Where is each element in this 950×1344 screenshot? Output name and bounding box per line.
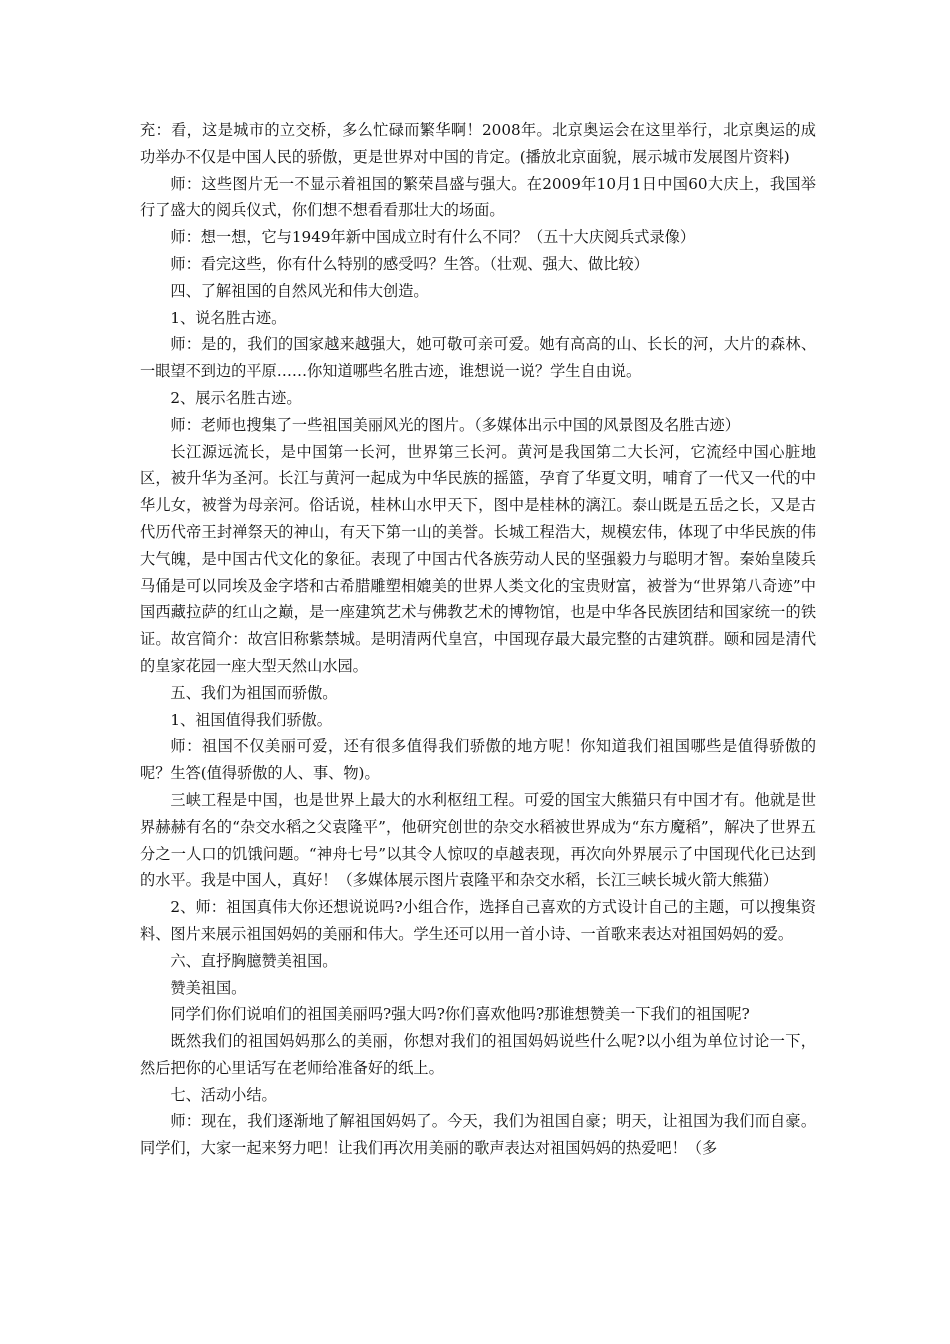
paragraph: 师：是的，我们的国家越来越强大，她可敬可亲可爱。她有高高的山、长长的河，大片的森林、一眼望不到边的平原……你知道哪些名胜古迹，谁想说一说？学生自由说。 <box>140 335 816 381</box>
paragraph: 2、展示名胜古迹。 <box>170 388 302 407</box>
paragraph: 2、师：祖国真伟大你还想说说吗?小组合作，选择自己喜欢的方式设计自己的主题，可以搜集资料、图片来展示祖国妈妈的美丽和伟大。学生还可以用一首小诗、一首歌来表达对祖国妈妈的爱。 <box>140 898 816 943</box>
document-body <box>140 117 816 1162</box>
paragraph: 师：想一想，它与1949年新中国成立时有什么不同？（五十大庆阅兵式录像） <box>170 228 696 247</box>
paragraph: 师：这些图片无一不显示着祖国的繁荣昌盛与强大。在2009年10月1日中国60大庆上，我国举行了盛大的阅兵仪式，你们想不想看看那壮大的场面。 <box>140 174 816 220</box>
paragraph: 四、了解祖国的自然风光和伟大创造。 <box>170 281 429 300</box>
paragraph: 五、我们为祖国而骄傲。 <box>170 683 338 702</box>
paragraph: 六、直抒胸臆赞美祖国。 <box>170 951 338 970</box>
paragraph: 长江源远流长，是中国第一长河，世界第三长河。黄河是我国第二大长河，它流经中国心脏地区，被升华为圣河。长江与黄河一起成为中华民族的摇篮，孕育了华夏文明，哺育了一代又一代的中华儿女，被誉为母亲河。俗话说，桂林山水甲天下，图中是桂林的漓江。泰山既是五岳之长，又是古代历代帝王封禅祭天的神山，有天下第一山的美誉。长城工程浩大，规模宏伟，体现了中华民族的伟大气魄，是中国古代文化的象征。表现了中国古代各族劳动人民的坚强毅力与聪明才智。秦始皇陵兵马俑是可以同埃及金字塔和古希腊雕塑相媲美的世界人类文化的宝贵财富，被誉为“世界第八奇迹”中国西藏拉萨的红山之巅，是一座建筑艺术与佛教艺术的博物馆，也是中华各民族团结和国家统一的铁证。故宫简介：故宫旧称紫禁城。是明清两代皇宫，中国现存最大最完整的古建筑群。颐和园是清代的皇家花园一座大型天然山水园。 <box>140 442 816 675</box>
paragraph: 师：看完这些，你有什么特别的感受吗？生答。（壮观、强大、做比较） <box>170 254 649 273</box>
paragraph: 既然我们的祖国妈妈那么的美丽，你想对我们的祖国妈妈说些什么呢?以小组为单位讨论一下，然后把你的心里话写在老师给准备好的纸上。 <box>140 1032 816 1077</box>
paragraph: 同学们你们说咱们的祖国美丽吗?强大吗?你们喜欢他吗?那谁想赞美一下我们的祖国呢? <box>170 1005 750 1024</box>
paragraph: 师：祖国不仅美丽可爱，还有很多值得我们骄傲的地方呢！你知道我们祖国哪些是值得骄傲的呢？生答(值得骄傲的人、事、物)。 <box>140 737 816 783</box>
paragraph: 赞美祖国。 <box>170 978 247 997</box>
paragraph: 1、说名胜古迹。 <box>170 308 287 327</box>
paragraph: 充：看，这是城市的立交桥，多么忙碌而繁华啊！2008年。北京奥运会在这里举行，北京奥运的成功举办不仅是中国人民的骄傲，更是世界对中国的肯定。(播放北京面貌，展示城市发展图片资料) <box>140 121 816 166</box>
paragraph: 师：现在，我们逐渐地了解祖国妈妈了。今天，我们为祖国自豪；明天，让祖国为我们而自豪。同学们，大家一起来努力吧！让我们再次用美丽的歌声表达对祖国妈妈的热爱吧！（多 <box>140 1112 816 1158</box>
paragraph: 1、祖国值得我们骄傲。 <box>170 710 332 729</box>
paragraph: 三峡工程是中国，也是世界上最大的水利枢纽工程。可爱的国宝大熊猫只有中国才有。他就是世界赫赫有名的“杂交水稻之父袁隆平”，他研究创世的杂交水稻被世界成为“东方魔稻”，解决了世界五分之一人口的饥饿问题。“神舟七号”以其令人惊叹的卓越表现，再次向外界展示了中国现代化已达到的水平。我是中国人，真好！（多媒体展示图片袁隆平和杂交水稻，长江三峡长城火箭大熊猫） <box>140 790 816 890</box>
paragraph: 师：老师也搜集了一些祖国美丽风光的图片。（多媒体出示中国的风景图及名胜古迹） <box>170 415 740 434</box>
paragraph: 七、活动小结。 <box>170 1085 277 1104</box>
